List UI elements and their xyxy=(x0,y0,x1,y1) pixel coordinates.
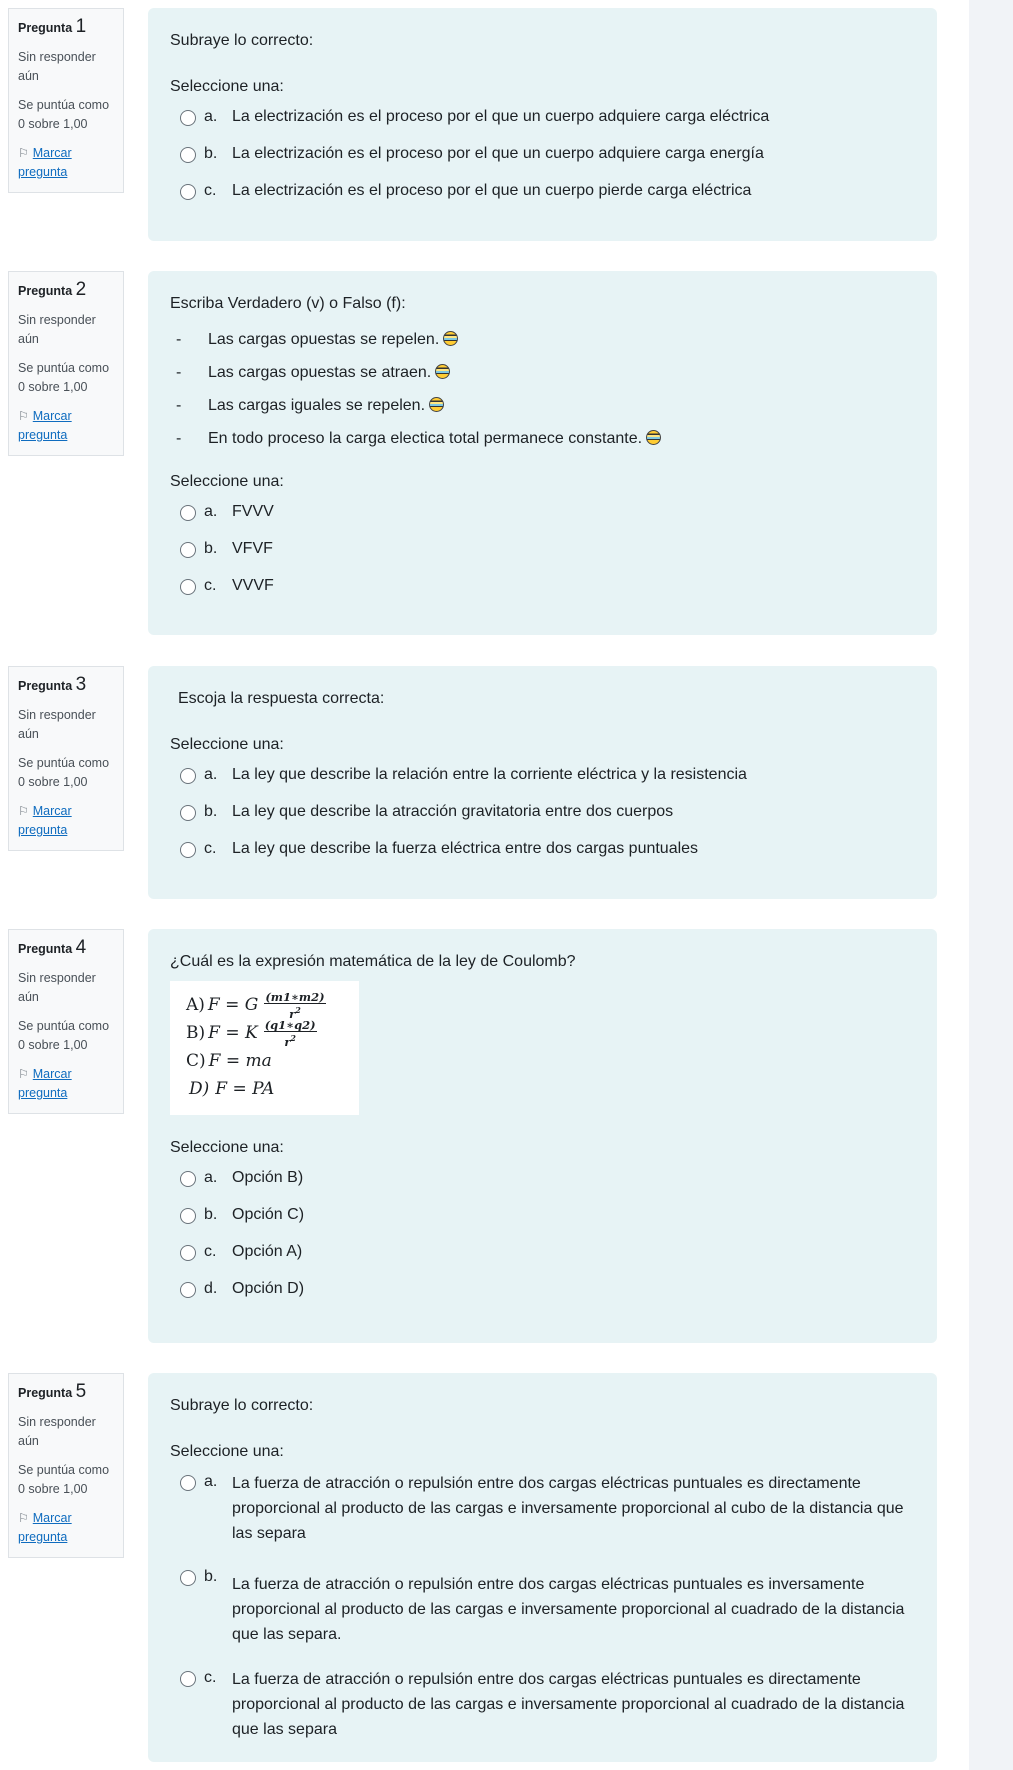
fraction-denominator xyxy=(284,1032,296,1048)
answer-option-b[interactable] xyxy=(170,143,915,165)
answer-text: La fuerza de atracción o repulsión entre dos cargas eléctricas puntuales es inversamente proporcional al producto de las cargas e inversamente proporcional al cuadrado de la distancia que las separa. xyxy=(232,1576,905,1643)
question-number: 2 xyxy=(75,279,87,300)
answer-option-c[interactable] xyxy=(170,838,915,860)
grade-text: Se puntúa como xyxy=(18,1019,110,1033)
answer-option-a[interactable] xyxy=(170,501,915,523)
answer-option-a[interactable] xyxy=(170,1471,915,1546)
flag-icon: ⚐ xyxy=(18,146,29,160)
question-content-3 xyxy=(148,666,937,899)
question-label: Pregunta xyxy=(18,284,73,298)
formula-lhs: F = G xyxy=(207,995,259,1015)
formula-d xyxy=(186,1075,343,1103)
face-emoji-icon xyxy=(429,397,444,412)
status-text: Sin responder xyxy=(18,50,96,64)
radio-button[interactable] xyxy=(180,184,196,200)
answer-text: La ley que describe la relación entre la corriente eléctrica y la resistencia xyxy=(232,766,747,783)
answer-letter: a. xyxy=(204,108,218,125)
radio-button[interactable] xyxy=(180,1171,196,1187)
answer-text: La ley que describe la atracción gravitatoria entre dos cuerpos xyxy=(232,803,674,820)
statement-text: En todo proceso la carga electica total permanece constante. xyxy=(208,430,643,447)
answer-text: VFVF xyxy=(232,540,273,557)
radio-button[interactable] xyxy=(180,147,196,163)
question-prompt: Escriba Verdadero (v) o Falso (f): xyxy=(170,295,406,312)
answer-option-a[interactable] xyxy=(170,764,915,786)
formula-a xyxy=(186,991,343,1019)
answer-letter: b. xyxy=(204,540,218,557)
fraction-numerator: (q1∗q2) xyxy=(264,1017,316,1032)
answer-option-b[interactable] xyxy=(170,538,915,560)
answer-letter: c. xyxy=(204,1669,217,1686)
answer-letter: c. xyxy=(204,577,217,594)
statement-list xyxy=(170,329,915,461)
question-info-5 xyxy=(8,1373,124,1558)
grade-value: 0 sobre 1,00 xyxy=(18,775,88,789)
statement-item xyxy=(170,395,915,428)
formula-prefix: A) xyxy=(186,995,205,1015)
grade-text: Se puntúa como xyxy=(18,361,110,375)
flag-question-link-2[interactable]: pregunta xyxy=(18,428,68,442)
flag-question-link[interactable]: Marcar xyxy=(32,146,72,160)
status-text-2: aún xyxy=(18,1434,39,1448)
question-number: 3 xyxy=(75,674,87,695)
select-one-label: Seleccione una: xyxy=(170,473,284,490)
status-text-2: aún xyxy=(18,332,39,346)
select-one-label: Seleccione una: xyxy=(170,1443,284,1460)
answer-list xyxy=(170,1167,915,1300)
grade-text: Se puntúa como xyxy=(18,1463,110,1477)
question-info-4 xyxy=(8,929,124,1114)
denominator-base: r xyxy=(284,1034,291,1049)
question-content-4 xyxy=(148,929,937,1343)
answer-letter: c. xyxy=(204,1243,217,1260)
formula-expression: F = ma xyxy=(208,1051,272,1071)
grade-value: 0 sobre 1,00 xyxy=(18,380,88,394)
formula-image xyxy=(170,981,359,1115)
question-prompt: Subraye lo correcto: xyxy=(170,1397,314,1414)
question-info-1 xyxy=(8,8,124,193)
answer-text: La ley que describe la fuerza eléctrica entre dos cargas puntuales xyxy=(232,840,699,857)
answer-text: La fuerza de atracción o repulsión entre dos cargas eléctricas puntuales es directamente proporcional al producto de las cargas e inversamente proporcional al cuadrado de la distancia que las separa xyxy=(232,1671,905,1738)
status-text: Sin responder xyxy=(18,1415,96,1429)
flag-icon: ⚐ xyxy=(18,1067,29,1081)
radio-button[interactable] xyxy=(180,1570,196,1586)
status-text: Sin responder xyxy=(18,971,96,985)
answer-letter: b. xyxy=(204,803,218,820)
answer-letter: c. xyxy=(204,840,217,857)
answer-letter: b. xyxy=(204,1206,218,1223)
answer-option-c[interactable] xyxy=(170,1241,915,1263)
formula-prefix: D) xyxy=(189,1079,210,1099)
exponent: 2 xyxy=(290,1032,296,1043)
select-one-label: Seleccione una: xyxy=(170,736,284,753)
formula-lhs: F = K xyxy=(208,1023,258,1043)
question-number: 5 xyxy=(75,1381,87,1402)
answer-text: VVVF xyxy=(232,577,274,594)
flag-question-link-2[interactable]: pregunta xyxy=(18,823,68,837)
answer-text: FVVV xyxy=(232,503,274,520)
radio-button[interactable] xyxy=(180,1282,196,1298)
status-text-2: aún xyxy=(18,727,39,741)
question-number: 4 xyxy=(75,937,87,958)
answer-option-d[interactable] xyxy=(170,1278,915,1300)
answer-list xyxy=(170,106,915,202)
question-info-3 xyxy=(8,666,124,851)
statement-text: Las cargas opuestas se atraen. xyxy=(208,364,432,381)
flag-question-link[interactable]: Marcar xyxy=(32,409,72,423)
answer-text: Opción A) xyxy=(232,1243,303,1260)
select-one-label: Seleccione una: xyxy=(170,1139,284,1156)
statement-dash: - xyxy=(176,430,182,447)
question-content-2 xyxy=(148,271,937,635)
statement-text: Las cargas opuestas se repelen. xyxy=(208,331,440,348)
answer-letter: a. xyxy=(204,766,218,783)
grade-value: 0 sobre 1,00 xyxy=(18,117,88,131)
radio-button[interactable] xyxy=(180,505,196,521)
radio-button[interactable] xyxy=(180,542,196,558)
formula-c xyxy=(186,1047,343,1075)
radio-button[interactable] xyxy=(180,1671,196,1687)
question-content-1 xyxy=(148,8,937,241)
select-one-label: Seleccione una: xyxy=(170,78,284,95)
formula-expression: F = PA xyxy=(215,1079,275,1099)
exponent: 2 xyxy=(295,1004,301,1015)
question-label: Pregunta xyxy=(18,942,73,956)
statement-dash: - xyxy=(176,364,182,381)
answer-option-c[interactable] xyxy=(170,1667,915,1742)
answer-letter: b. xyxy=(204,145,218,162)
question-info-2 xyxy=(8,271,124,456)
page-right-gutter xyxy=(969,0,1013,1770)
flag-icon: ⚐ xyxy=(18,409,29,423)
formula-fraction xyxy=(264,1019,317,1048)
radio-button[interactable] xyxy=(180,110,196,126)
radio-button[interactable] xyxy=(180,579,196,595)
question-label: Pregunta xyxy=(18,1386,73,1400)
answer-option-c[interactable] xyxy=(170,180,915,202)
answer-text: Opción B) xyxy=(232,1169,304,1186)
statement-item xyxy=(170,329,915,362)
radio-button[interactable] xyxy=(180,768,196,784)
answer-option-a[interactable] xyxy=(170,106,915,128)
status-text-2: aún xyxy=(18,990,39,1004)
flag-question-link[interactable]: Marcar xyxy=(32,1511,72,1525)
question-label: Pregunta xyxy=(18,21,73,35)
answer-list xyxy=(170,764,915,860)
question-prompt: ¿Cuál es la expresión matemática de la ley de Coulomb? xyxy=(170,953,576,970)
answer-letter: b. xyxy=(204,1568,218,1585)
statement-item xyxy=(170,428,915,461)
answer-text: La fuerza de atracción o repulsión entre dos cargas eléctricas puntuales es directamente proporcional al producto de las cargas e inversamente proporcional al cubo de la distancia que las separa xyxy=(232,1475,904,1542)
flag-question-link[interactable]: Marcar xyxy=(32,1067,72,1081)
answer-text: La electrización es el proceso por el que un cuerpo adquiere carga eléctrica xyxy=(232,108,770,125)
answer-list xyxy=(170,501,915,597)
answer-option-c[interactable] xyxy=(170,575,915,597)
grade-value: 0 sobre 1,00 xyxy=(18,1038,88,1052)
answer-option-b[interactable] xyxy=(170,801,915,823)
formula-fraction xyxy=(264,991,325,1020)
answer-letter: a. xyxy=(204,503,218,520)
statement-text: Las cargas iguales se repelen. xyxy=(208,397,426,414)
statement-item xyxy=(170,362,915,395)
answer-text: Opción D) xyxy=(232,1280,305,1297)
fraction-numerator: (m1∗m2) xyxy=(265,989,325,1004)
grade-text: Se puntúa como xyxy=(18,98,110,112)
radio-button[interactable] xyxy=(180,1208,196,1224)
answer-text: La electrización es el proceso por el que un cuerpo adquiere carga energía xyxy=(232,145,764,162)
flag-icon: ⚐ xyxy=(18,1511,29,1525)
flag-question-link-2[interactable]: pregunta xyxy=(18,165,68,179)
radio-button[interactable] xyxy=(180,1245,196,1261)
radio-button[interactable] xyxy=(180,1475,196,1491)
question-number: 1 xyxy=(75,16,87,37)
formula-prefix: C) xyxy=(186,1051,206,1071)
answer-option-a[interactable] xyxy=(170,1167,915,1189)
status-text: Sin responder xyxy=(18,313,96,327)
status-text-2: aún xyxy=(18,69,39,83)
statement-dash: - xyxy=(176,331,182,348)
question-label: Pregunta xyxy=(18,679,73,693)
face-emoji-icon xyxy=(443,331,458,346)
answer-option-b[interactable] xyxy=(170,1566,915,1647)
answer-letter: a. xyxy=(204,1473,218,1490)
flag-icon: ⚐ xyxy=(18,804,29,818)
question-prompt: Subraye lo correcto: xyxy=(170,32,314,49)
denominator-base: r xyxy=(289,1006,296,1021)
answer-text: La electrización es el proceso por el que un cuerpo pierde carga eléctrica xyxy=(232,182,752,199)
answer-letter: c. xyxy=(204,182,217,199)
grade-value: 0 sobre 1,00 xyxy=(18,1482,88,1496)
formula-prefix: B) xyxy=(186,1023,206,1043)
status-text: Sin responder xyxy=(18,708,96,722)
radio-button[interactable] xyxy=(180,805,196,821)
grade-text: Se puntúa como xyxy=(18,756,110,770)
question-content-5 xyxy=(148,1373,937,1762)
question-prompt: Escoja la respuesta correcta: xyxy=(178,690,385,707)
answer-letter: a. xyxy=(204,1169,218,1186)
face-emoji-icon xyxy=(646,430,661,445)
answer-list xyxy=(170,1471,915,1742)
statement-dash: - xyxy=(176,397,182,414)
answer-letter: d. xyxy=(204,1280,218,1297)
flag-question-link-2[interactable]: pregunta xyxy=(18,1086,68,1100)
flag-question-link-2[interactable]: pregunta xyxy=(18,1530,68,1544)
answer-text: Opción C) xyxy=(232,1206,305,1223)
answer-option-b[interactable] xyxy=(170,1204,915,1226)
formula-b xyxy=(186,1019,343,1047)
face-emoji-icon xyxy=(435,364,450,379)
radio-button[interactable] xyxy=(180,842,196,858)
flag-question-link[interactable]: Marcar xyxy=(32,804,72,818)
